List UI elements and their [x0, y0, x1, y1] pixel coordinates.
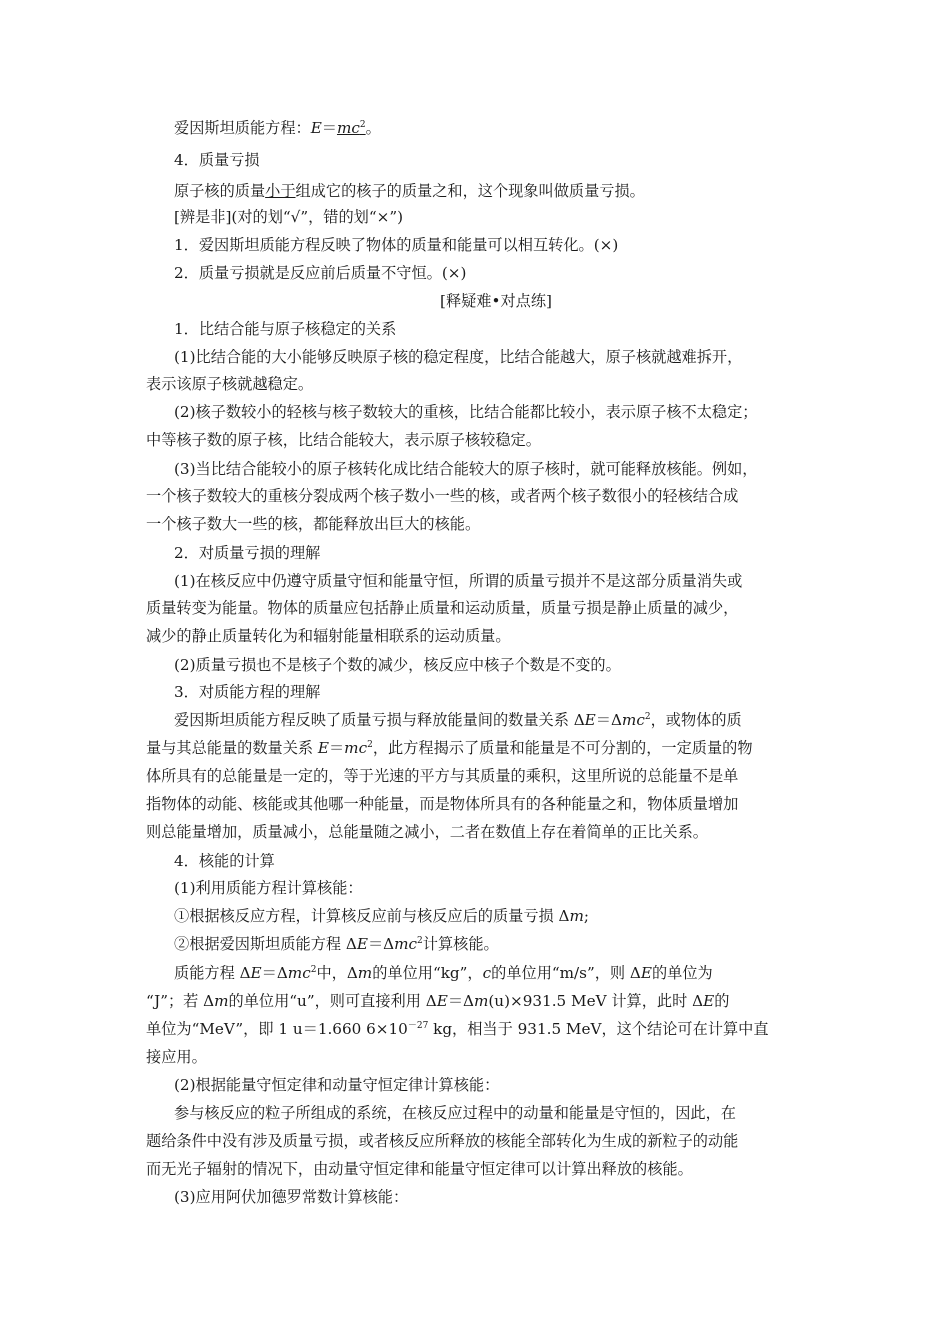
paragraph-line — [174, 963, 713, 983]
text: 的单位为 — [651, 964, 713, 982]
paragraph-line: (3)当比结合能较小的原子核转化成比结合能较大的原子核时，就可能释放核能。例如， — [174, 460, 758, 478]
symbol-E: E — [317, 739, 329, 757]
text: 的 — [714, 992, 730, 1010]
symbol-mc: mc — [621, 711, 645, 729]
paragraph-line: 参与核反应的粒子所组成的系统，在核反应过程中的动量和能量是守恒的，因此，在 — [174, 1104, 736, 1122]
text: 。 — [365, 119, 381, 137]
paragraph-line: (1)比结合能的大小能够反映原子核的稳定程度，比结合能越大，原子核就越难拆开， — [174, 348, 743, 366]
paragraph-line: (2)根据能量守恒定律和动量守恒定律计算核能： — [174, 1076, 500, 1094]
text: 质能方程 Δ — [174, 964, 251, 982]
symbol-mc: mc — [336, 119, 360, 137]
symbol-m: m — [357, 964, 373, 982]
symbol-E: E — [310, 119, 322, 137]
paragraph-line: (3)应用阿伏加德罗常数计算核能： — [174, 1188, 409, 1206]
heading-mass-defect: 4．质量亏损 — [174, 151, 260, 169]
paragraph-line: 一个核子数大一些的核，都能释放出巨大的核能。 — [146, 515, 481, 533]
text: 组成它的核子的质量之和，这个现象叫做质量亏损。 — [295, 182, 645, 200]
text: 中，Δ — [316, 964, 358, 982]
text: ＝Δ — [367, 935, 395, 953]
superscript: －27 — [407, 1021, 429, 1031]
paragraph-line: 中等核子数的原子核，比结合能较大，表示原子核较稳定。 — [146, 431, 541, 449]
symbol-m: m — [473, 992, 489, 1010]
paragraph-line: 减少的静止质量转化为和辐射能量相联系的运动质量。 — [146, 627, 511, 645]
text: 的单位用“m/s”，则 Δ — [491, 964, 641, 982]
paragraph-line: 题给条件中没有涉及质量亏损，或者核反应所释放的核能全部转化为生成的新粒子的动能 — [146, 1132, 739, 1150]
paragraph-line — [174, 710, 742, 730]
true-false-heading: [辨是非](对的划“√”，错的划“×”) — [174, 208, 404, 226]
symbol-E: E — [584, 711, 596, 729]
text: ，或物体的质 — [650, 711, 742, 729]
text: ; — [583, 907, 590, 925]
heading-mass-defect-understanding: 2．对质量亏损的理解 — [174, 544, 321, 562]
text: 计算核能。 — [422, 935, 499, 953]
text: (u)×931.5 MeV 计算，此时 Δ — [488, 992, 704, 1010]
paragraph-line: 一个核子数较大的重核分裂成两个核子数小一些的核，或者两个核子数很小的轻核结合成 — [146, 487, 739, 505]
paragraph-line: (1)在核反应中仍遵守质量守恒和能量守恒，所谓的质量亏损并不是这部分质量消失或 — [174, 572, 743, 590]
paragraph-line: (2)核子数较小的轻核与核子数较大的重核，比结合能都比较小，表示原子核不太稳定； — [174, 403, 758, 421]
text: ＝ — [321, 119, 337, 137]
symbol-E: E — [356, 935, 368, 953]
true-false-item-2: 2．质量亏损就是反应前后质量不守恒。(×) — [174, 264, 467, 282]
section-title: [释疑难•对点练] — [440, 292, 552, 310]
symbol-c: c — [482, 964, 492, 982]
symbol-mc: mc — [394, 935, 418, 953]
superscript: 2 — [359, 120, 366, 130]
symbol-E: E — [250, 964, 262, 982]
text: “J”；若 Δ — [146, 992, 215, 1010]
text: ＝Δ — [447, 992, 474, 1010]
text: 的单位用“kg”， — [372, 964, 483, 982]
paragraph-line — [174, 934, 499, 954]
underlined-formula — [337, 119, 366, 137]
text: 原子核的质量 — [174, 182, 266, 200]
text: 单位为“MeV”，即 1 u＝1.660 6×10 — [146, 1020, 408, 1038]
symbol-m: m — [214, 992, 229, 1010]
symbol-E: E — [436, 992, 448, 1010]
paragraph-line: 质量转变为能量。物体的质量应包括静止质量和运动质量，质量亏损是静止质量的减少， — [146, 599, 739, 617]
text: ＝ — [328, 739, 345, 757]
paragraph-line — [174, 906, 589, 926]
paragraph-line: 则总能量增加，质量减小，总能量随之减小，二者在数值上存在着简单的正比关系。 — [146, 823, 708, 841]
text: ②根据爱因斯坦质能方程 Δ — [174, 935, 357, 953]
text: ①根据核反应方程，计算核反应前与核反应后的质量亏损 Δ — [174, 907, 570, 925]
symbol-mc: mc — [344, 739, 368, 757]
true-false-item-1: 1．爱因斯坦质能方程反映了物体的质量和能量可以相互转化。(×) — [174, 236, 619, 254]
text: 爱因斯坦质能方程： — [174, 119, 311, 137]
text: ＝Δ — [261, 964, 288, 982]
paragraph-line: (2)质量亏损也不是核子个数的减少，核反应中核子个数是不变的。 — [174, 656, 621, 674]
heading-mass-energy-equation: 3．对质能方程的理解 — [174, 683, 321, 701]
paragraph-line — [146, 738, 753, 758]
mass-defect-definition — [174, 181, 645, 201]
paragraph-line: 而无光子辐射的情况下，由动量守恒定律和能量守恒定律可以计算出释放的核能。 — [146, 1160, 693, 1178]
paragraph-line — [146, 991, 729, 1011]
superscript: 2 — [644, 712, 651, 722]
heading-nuclear-energy-calc: 4．核能的计算 — [174, 852, 275, 870]
superscript: 2 — [310, 965, 317, 975]
paragraph-line: 接应用。 — [146, 1048, 207, 1066]
text: ，此方程揭示了质量和能量是不可分割的，一定质量的物 — [372, 739, 753, 757]
text: ＝Δ — [595, 711, 622, 729]
symbol-E: E — [640, 964, 652, 982]
superscript: 2 — [417, 936, 423, 946]
superscript: 2 — [367, 740, 373, 750]
text: 量与其总能量的数量关系 — [146, 739, 318, 757]
text: 爱因斯坦质能方程反映了质量亏损与释放能量间的数量关系 Δ — [174, 711, 585, 729]
paragraph-line: 体所具有的总能量是一定的，等于光速的平方与其质量的乘积，这里所说的总能量不是单 — [146, 767, 739, 785]
symbol-m: m — [569, 907, 584, 925]
symbol-mc: mc — [287, 964, 311, 982]
text: 的单位用“u”，则可直接利用 Δ — [228, 992, 437, 1010]
text: kg，相当于 931.5 MeV，这个结论可在计算中直 — [428, 1020, 769, 1038]
heading-binding-energy: 1．比结合能与原子核稳定的关系 — [174, 320, 397, 338]
paragraph-line: 指物体的动能、核能或其他哪一种能量，而是物体所具有的各种能量之和，物体质量增加 — [146, 795, 739, 813]
paragraph-line: (1)利用质能方程计算核能： — [174, 879, 363, 897]
underlined-answer: 小于 — [265, 182, 296, 200]
paragraph-line: 表示该原子核就越稳定。 — [146, 375, 314, 393]
paragraph-line — [146, 1019, 769, 1039]
einstein-equation-line — [174, 118, 381, 138]
symbol-E: E — [703, 992, 715, 1010]
